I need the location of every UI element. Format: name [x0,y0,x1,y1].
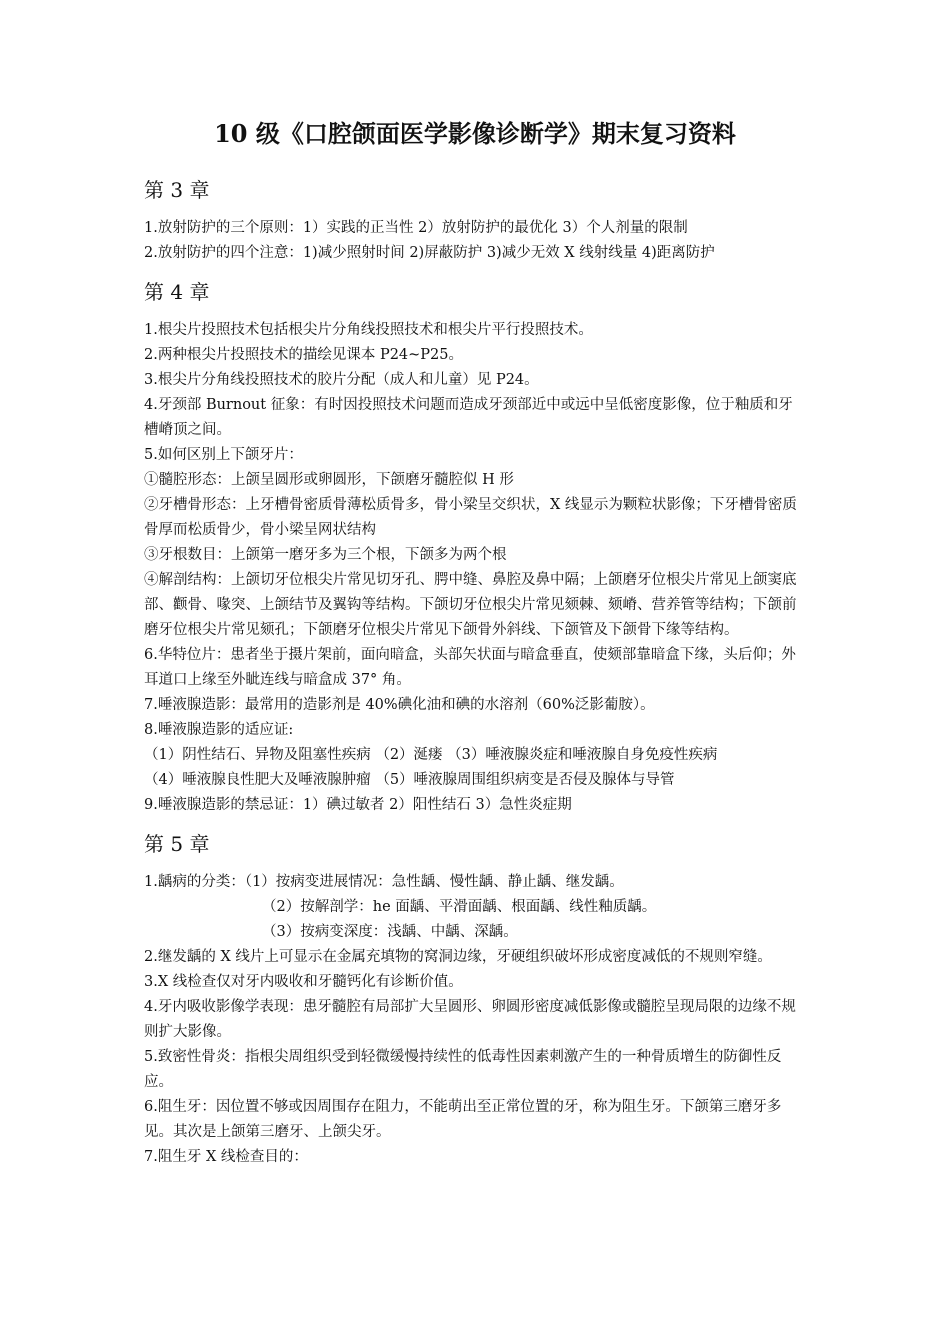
ch4-line-12: 8.唾液腺造影的适应证: [144,722,294,738]
chapter-5-heading: 第 5 章 [144,832,210,856]
ch4-line-6: ①髓腔形态：上颌呈圆形或卵圆形，下颌磨牙髓腔似 H 形 [144,472,514,488]
ch4-line-8: ③牙根数目：上颌第一磨牙多为三个根，下颌多为两个根 [144,547,507,563]
ch4-line-4: 4.牙颈部 Burnout 征象：有时因投照技术问题而造成牙颈部近中或远中呈低密度影像，位于釉质和牙槽嵴顶之间。 [144,397,793,438]
ch5-line-7: 5.致密性骨炎：指根尖周组织受到轻微缓慢持续性的低毒性因素刺激产生的一种骨质增生的防御性反应。 [144,1049,782,1090]
ch4-line-13: （1）阴性结石、异物及阻塞性疾病 （2）涎瘘 （3）唾液腺炎症和唾液腺自身免疫性疾病 [144,747,718,763]
ch4-line-5: 5.如何区别上下颌牙片： [144,447,303,463]
ch3-line-1: 1.放射防护的三个原则：1）实践的正当性 2）放射防护的最优化 3）个人剂量的限制 [144,220,688,236]
chapter-4-heading: 第 4 章 [144,280,210,304]
ch4-line-9: ④解剖结构：上颌切牙位根尖片常见切牙孔、腭中缝、鼻腔及鼻中隔；上颌磨牙位根尖片常见上颌窦底部、颧骨、喙突、上颌结节及翼钩等结构。下颌切牙位根尖片常见颏棘、颏嵴、营养管等结构；下颌前磨牙位根尖片常见颏孔；下颌磨牙位根尖片常见下颌骨外斜线、下颌管及下颌骨下缘等结构。 [144,572,797,638]
ch4-line-15: 9.唾液腺造影的禁忌证：1）碘过敏者 2）阳性结石 3）急性炎症期 [144,797,572,813]
ch4-line-7: ②牙槽骨形态：上牙槽骨密质骨薄松质骨多，骨小梁呈交织状，X 线显示为颗粒状影像；下牙槽骨密质骨厚而松质骨少，骨小梁呈网状结构 [144,497,797,538]
ch4-line-10: 6.华特位片：患者坐于摄片架前，面向暗盒，头部矢状面与暗盒垂直，使颏部靠暗盒下缘，头后仰；外耳道口上缘至外眦连线与暗盒成 37° 角。 [144,647,796,688]
chapter-3-heading: 第 3 章 [144,178,210,202]
ch5-line-4: 2.继发龋的 X 线片上可显示在金属充填物的窝洞边缘，牙硬组织破坏形成密度减低的不规则窄缝。 [144,949,772,965]
ch3-line-2: 2.放射防护的四个注意：1)减少照射时间 2)屏蔽防护 3)减少无效 X 线射线量 4)距离防护 [144,245,715,261]
ch4-line-11: 7.唾液腺造影：最常用的造影剂是 40%碘化油和碘的水溶剂（60%泛影葡胺）。 [144,697,655,713]
ch5-line-8: 6.阻生牙：因位置不够或因周围存在阻力，不能萌出至正常位置的牙，称为阻生牙。下颌第三磨牙多见。其次是上颌第三磨牙、上颌尖牙。 [144,1099,782,1140]
ch4-line-3: 3.根尖片分角线投照技术的胶片分配（成人和儿童）见 P24。 [144,372,539,388]
ch5-line-5: 3.X 线检查仅对牙内吸收和牙髓钙化有诊断价值。 [144,974,463,990]
ch5-line-1: 1.龋病的分类：（1）按病变进展情况：急性龋、慢性龋、静止龋、继发龋。 [144,874,624,890]
document-title: 10 级《口腔颌面医学影像诊断学》期末复习资料 [214,119,736,148]
ch5-line-3: （3）按病变深度：浅龋、中龋、深龋。 [262,924,518,940]
ch5-line-6: 4.牙内吸收影像学表现：患牙髓腔有局部扩大呈圆形、卵圆形密度减低影像或髓腔呈现局限的边缘不规则扩大影像。 [144,999,796,1040]
ch5-line-9: 7.阻生牙 X 线检查目的： [144,1149,308,1165]
ch4-line-1: 1.根尖片投照技术包括根尖片分角线投照技术和根尖片平行投照技术。 [144,322,593,338]
ch4-line-14: （4）唾液腺良性肥大及唾液腺肿瘤 （5）唾液腺周围组织病变是否侵及腺体与导管 [144,772,675,788]
ch4-line-2: 2.两种根尖片投照技术的描绘见课本 P24~P25。 [144,347,464,363]
ch5-line-2: （2）按解剖学：he 面龋、平滑面龋、根面龋、线性釉质龋。 [262,899,657,915]
